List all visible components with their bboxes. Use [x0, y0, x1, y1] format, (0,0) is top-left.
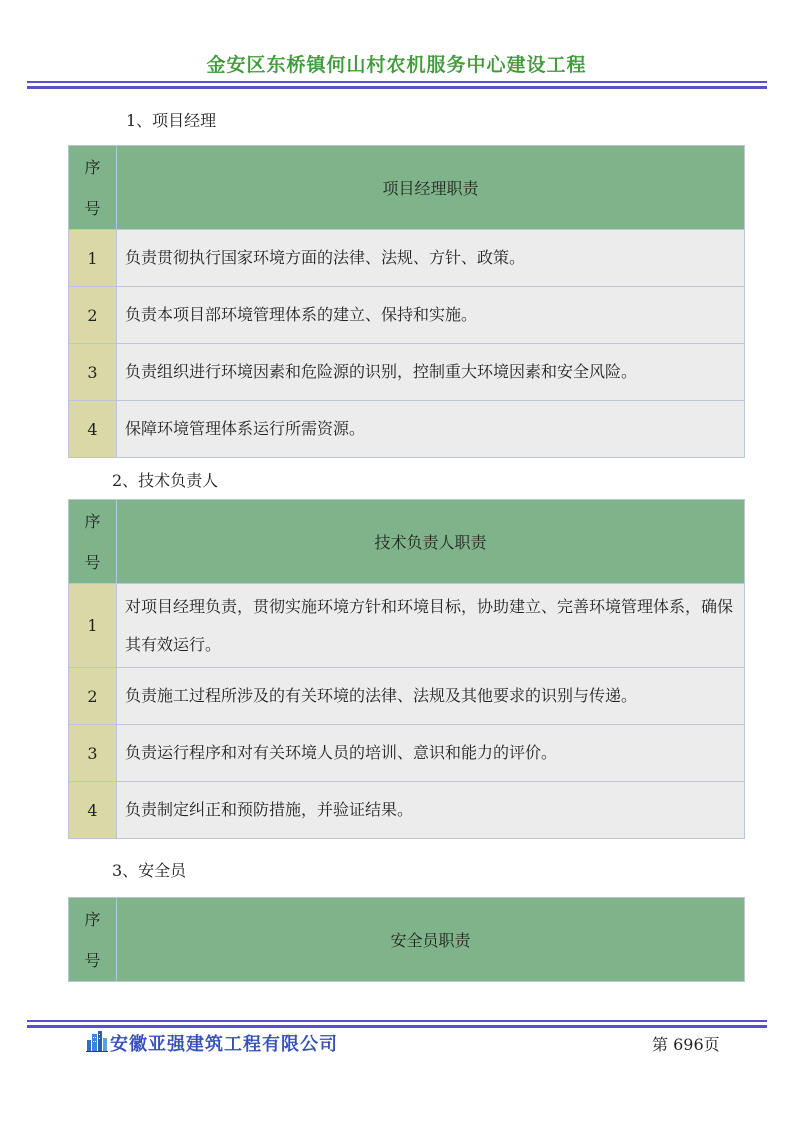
- section-title-technical-lead: 2、技术负责人: [112, 471, 219, 490]
- table-row: [69, 401, 745, 458]
- row-duty: 负责组织进行环境因素和危险源的识别，控制重大环境因素和安全风险。: [117, 344, 745, 401]
- row-duty: 保障环境管理体系运行所需资源。: [117, 401, 745, 458]
- table-row: [69, 782, 745, 839]
- row-number: 1: [69, 584, 117, 668]
- page-number: 第 696页: [652, 1035, 720, 1054]
- row-duty: 负责施工过程所涉及的有关环境的法律、法规及其他要求的识别与传递。: [117, 668, 745, 725]
- duty-header: 项目经理职责: [117, 146, 745, 230]
- row-number: 4: [69, 782, 117, 839]
- row-number: 3: [69, 725, 117, 782]
- row-number: 3: [69, 344, 117, 401]
- row-duty: 负责制定纠正和预防措施，并验证结果。: [117, 782, 745, 839]
- row-duty: 负责本项目部环境管理体系的建立、保持和实施。: [117, 287, 745, 344]
- seq-header: 序 号: [69, 898, 117, 982]
- row-number: 2: [69, 287, 117, 344]
- duty-table-project-manager: [68, 145, 745, 458]
- company-name: 安徽亚强建筑工程有限公司: [110, 1034, 338, 1055]
- table-header-row: [69, 898, 745, 982]
- seq-header: 序 号: [69, 146, 117, 230]
- duty-table-technical-lead: [68, 499, 745, 839]
- row-duty: 对项目经理负责，贯彻实施环境方针和环境目标，协助建立、完善环境管理体系，确保其有效运行。: [117, 584, 745, 668]
- row-number: 2: [69, 668, 117, 725]
- row-number: 1: [69, 230, 117, 287]
- section-title-safety-officer: 3、安全员: [112, 861, 187, 880]
- table-row: [69, 725, 745, 782]
- header-divider: [27, 81, 767, 89]
- table-row: [69, 230, 745, 287]
- row-duty: 负责贯彻执行国家环境方面的法律、法规、方针、政策。: [117, 230, 745, 287]
- project-title: 金安区东桥镇何山村农机服务中心建设工程: [206, 54, 587, 76]
- table-row: [69, 668, 745, 725]
- building-logo-icon: [86, 1030, 108, 1052]
- table-header-row: [69, 146, 745, 230]
- table-row: [69, 287, 745, 344]
- seq-header: 序 号: [69, 500, 117, 584]
- duty-table-safety-officer: [68, 897, 745, 982]
- duty-header: 安全员职责: [117, 898, 745, 982]
- duty-header: 技术负责人职责: [117, 500, 745, 584]
- table-row: [69, 584, 745, 668]
- table-header-row: [69, 500, 745, 584]
- row-number: 4: [69, 401, 117, 458]
- section-title-project-manager: 1、项目经理: [126, 111, 217, 130]
- row-duty: 负责运行程序和对有关环境人员的培训、意识和能力的评价。: [117, 725, 745, 782]
- footer-divider: [27, 1020, 767, 1028]
- table-row: [69, 344, 745, 401]
